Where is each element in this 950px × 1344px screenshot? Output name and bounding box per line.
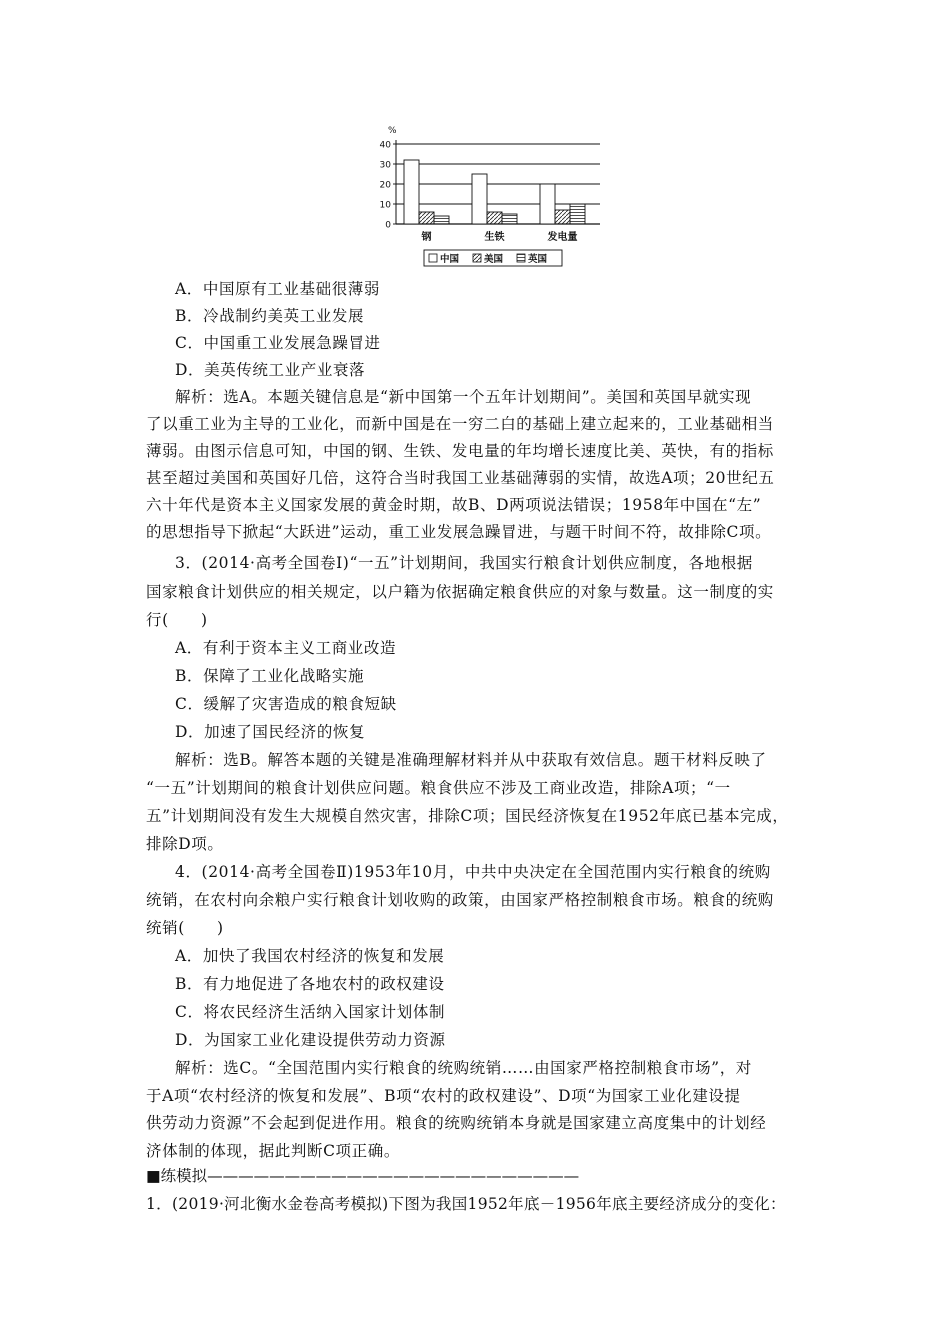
chart-tick-label: 10 — [379, 200, 391, 211]
q4-explanation-line: 济体制的体现，据此判断C项正确。 — [146, 1142, 400, 1160]
chart-bars — [404, 160, 585, 224]
chart-bar — [472, 174, 487, 224]
q2-option-d: D．美英传统工业产业衰落 — [175, 361, 366, 379]
q4-option-c: C．将农民经济生活纳入国家计划体制 — [175, 1003, 446, 1021]
chart-y-label: % — [388, 126, 397, 136]
q3-explanation-line: 五”计划期间没有发生大规模自然灾害，排除C项；国民经济恢复在1952年底已基本完成， — [146, 807, 789, 825]
q3-explanation-line: 排除D项。 — [146, 835, 224, 853]
q4-explanation-line: 于A项“农村经济的恢复和发展”、B项“农村的政权建设”、D项“为国家工业化建设提 — [146, 1087, 741, 1105]
chart-legend-swatch — [517, 254, 525, 262]
chart-bar — [434, 216, 449, 224]
next-question-stem: 1．(2019·河北衡水金卷高考模拟)下图为我国1952年底－1956年底主要经济成分的变化： — [146, 1195, 786, 1213]
chart-bar — [487, 212, 502, 224]
chart-bar — [502, 214, 517, 224]
q4-option-d: D．为国家工业化建设提供劳动力资源 — [175, 1031, 446, 1049]
q3-explanation-line: “一五”计划期间的粮食计划供应问题。粮食供应不涉及工商业改造，排除A项；“一 — [146, 779, 731, 797]
q2-option-a: A．中国原有工业基础很薄弱 — [175, 280, 380, 298]
q4-stem-line: 4．(2014·高考全国卷Ⅱ)1953年10月，中共中央决定在全国范围内实行粮食的统购 — [175, 863, 771, 881]
q2-explanation-line: 了以重工业为主导的工业化，而新中国是在一穷二白的基础上建立起来的，工业基础相当 — [146, 415, 774, 433]
chart-category-label: 生铁 — [484, 232, 505, 243]
section-heading: ■练模拟———————————————————————— — [146, 1167, 580, 1185]
bar-chart — [358, 124, 608, 274]
q3-stem-line: 3．(2014·高考全国卷Ⅰ)“一五”计划期间，我国实行粮食计划供应制度，各地根据 — [175, 554, 753, 572]
chart-bar — [404, 160, 419, 224]
chart-legend-label: 中国 — [440, 254, 460, 265]
q2-explanation-line: 薄弱。由图示信息可知，中国的钢、生铁、发电量的年均增长速度比美、英快，有的指标 — [146, 442, 774, 460]
q2-explanation-line: 的思想指导下掀起“大跃进”运动，重工业发展急躁冒进，与题干时间不符，故排除C项。 — [146, 523, 772, 541]
chart-bar — [570, 204, 585, 224]
q2-explanation-line: 六十年代是资本主义国家发展的黄金时期，故B、D两项说法错误；1958年中国在“左” — [146, 496, 762, 514]
chart-tick-label: 40 — [379, 140, 391, 151]
chart-legend — [424, 250, 562, 266]
q2-explanation-line: 甚至超过美国和英国好几倍，这符合当时我国工业基础薄弱的实情，故选A项；20世纪五 — [146, 469, 775, 487]
q2-explanation-line: 解析：选A。本题关键信息是“新中国第一个五年计划期间”。美国和英国早就实现 — [175, 388, 752, 406]
chart-bar — [540, 184, 555, 224]
chart-tick-label: 20 — [379, 180, 391, 191]
q4-explanation-line: 解析：选C。“全国范围内实行粮食的统购统销……由国家严格控制粮食市场”，对 — [175, 1059, 752, 1077]
chart-legend-label: 美国 — [484, 254, 504, 265]
chart-categories — [421, 230, 578, 243]
q2-option-b: B．冷战制约美英工业发展 — [175, 307, 365, 325]
q3-option-c: C．缓解了灾害造成的粮食短缺 — [175, 695, 397, 713]
q4-explanation-line: 供劳动力资源”不会起到促进作用。粮食的统购统销本身就是国家建立高度集中的计划经 — [146, 1114, 767, 1132]
chart-tick-label: 0 — [385, 220, 391, 231]
q3-stem-line: 行( ) — [146, 611, 208, 629]
chart-legend-label: 英国 — [528, 254, 548, 265]
chart-category-label: 发电量 — [547, 232, 578, 243]
chart-legend-swatch — [429, 254, 437, 262]
q4-option-b: B．有力地促进了各地农村的政权建设 — [175, 975, 445, 993]
q4-stem-line: 统销，在农村向余粮户实行粮食计划收购的政策，由国家严格控制粮食市场。粮食的统购 — [146, 891, 774, 909]
chart-y-ticks — [380, 141, 396, 231]
q3-option-d: D．加速了国民经济的恢复 — [175, 723, 366, 741]
q3-explanation-line: 解析：选B。解答本题的关键是准确理解材料并从中获取有效信息。题干材料反映了 — [175, 751, 767, 769]
chart-legend-swatch — [473, 254, 481, 262]
q3-stem-line: 国家粮食计划供应的相关规定，以户籍为依据确定粮食供应的对象与数量。这一制度的实 — [146, 583, 774, 601]
q4-stem-line: 统销( ) — [146, 919, 224, 937]
q2-option-c: C．中国重工业发展急躁冒进 — [175, 334, 381, 352]
chart-bar — [555, 210, 570, 224]
q3-option-a: A．有利于资本主义工商业改造 — [175, 639, 397, 657]
chart-tick-label: 30 — [379, 160, 391, 171]
q4-option-a: A．加快了我国农村经济的恢复和发展 — [175, 947, 445, 965]
chart-category-label: 钢 — [421, 232, 432, 243]
q3-option-b: B．保障了工业化战略实施 — [175, 667, 365, 685]
chart-bar — [419, 212, 434, 224]
